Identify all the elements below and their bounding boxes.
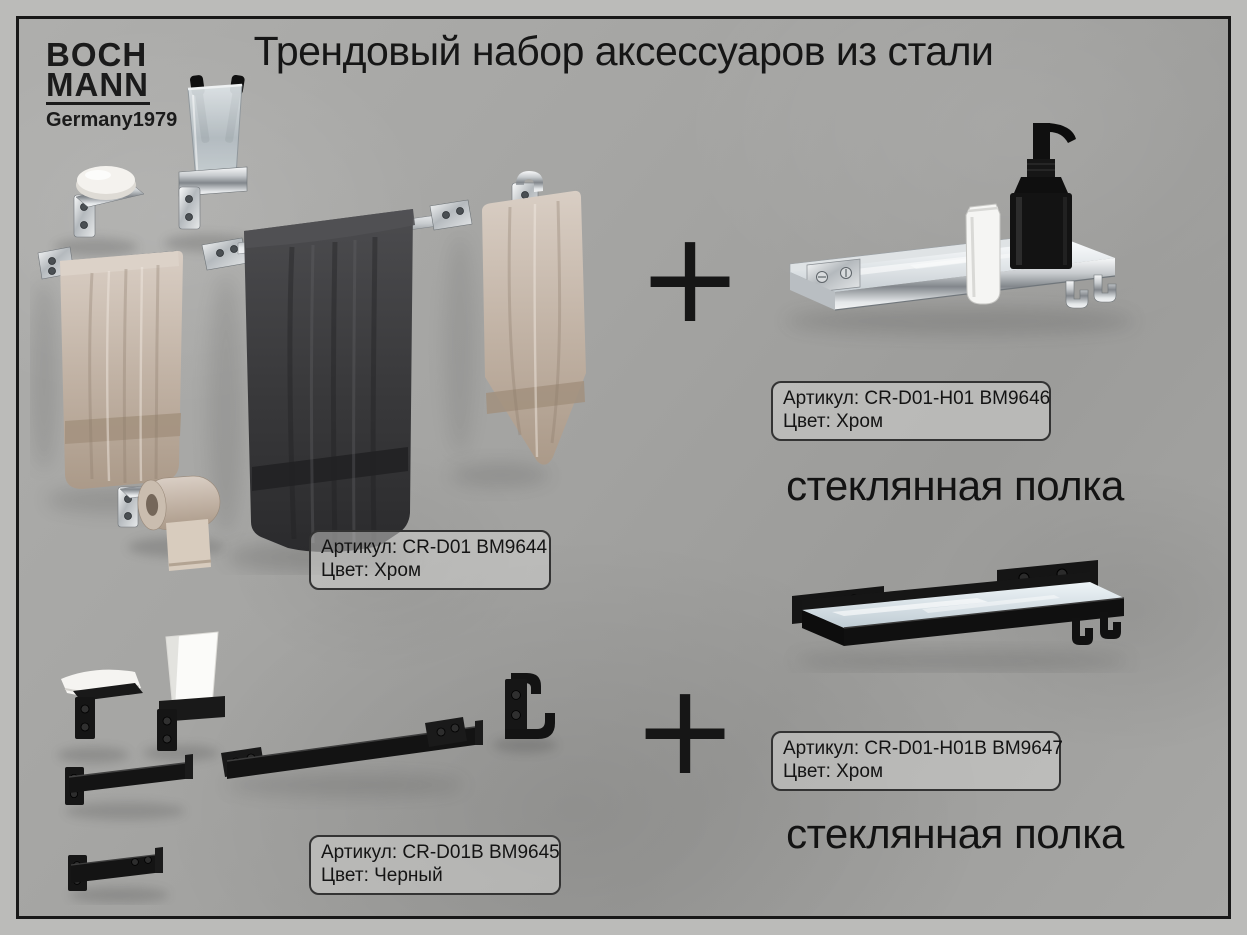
hook [1094,275,1116,302]
article-number: Артикул: CR-D01-H01 BM9646 [783,388,1051,409]
article-number: Артикул: CR-D01 BM9644 [321,537,548,558]
black-towel-bar [221,717,483,779]
shadow [785,308,1135,334]
hook [1066,281,1088,308]
glass-shelf-caption: стеклянная полка [786,810,1124,857]
plus-icon: + [632,656,738,803]
glass-shelf-caption: стеклянная полка [786,462,1124,509]
black-double-hook [505,673,555,739]
article-label-chrome-shelf [771,381,1051,441]
robe-hook-with-towel [482,171,586,465]
cosmetic-tube [966,204,1000,304]
page-title: Трендовый набор аксессуаров из стали [253,28,994,74]
soap-dispenser [1010,123,1076,269]
brand-tagline: Germany1979 [46,109,178,132]
shadow [794,652,1130,670]
article-label-chrome-set [309,530,551,590]
article-number: Артикул: CR-D01-H01B BM9647 [783,738,1063,759]
brand-line1: BOCH [46,36,148,73]
soap-dish [74,166,144,237]
article-label-black-set [309,835,561,895]
article-label-black-shelf [771,731,1061,791]
color-value: Цвет: Черный [321,865,443,887]
black-paper-holder [68,847,163,891]
black-glass-shelf-photo [772,548,1152,673]
toothbrush-tumbler [179,75,247,229]
plus-icon: + [637,204,743,351]
toilet-paper-holder [118,474,222,571]
black-tumbler [157,632,225,751]
chrome-accessories-set-photo [30,75,610,575]
black-glass-shelf [792,560,1124,646]
black-soap-dish [61,670,143,739]
article-number: Артикул: CR-D01B BM9645 [321,842,560,863]
hook [1072,618,1093,645]
brand-line2: MANN [46,65,149,103]
color-value: Цвет: Хром [321,560,422,582]
chrome-glass-shelf-photo [750,85,1150,355]
towel-ring-with-towel [38,247,183,489]
color-value: Цвет: Хром [783,761,884,783]
color-value: Цвет: Хром [783,411,884,433]
